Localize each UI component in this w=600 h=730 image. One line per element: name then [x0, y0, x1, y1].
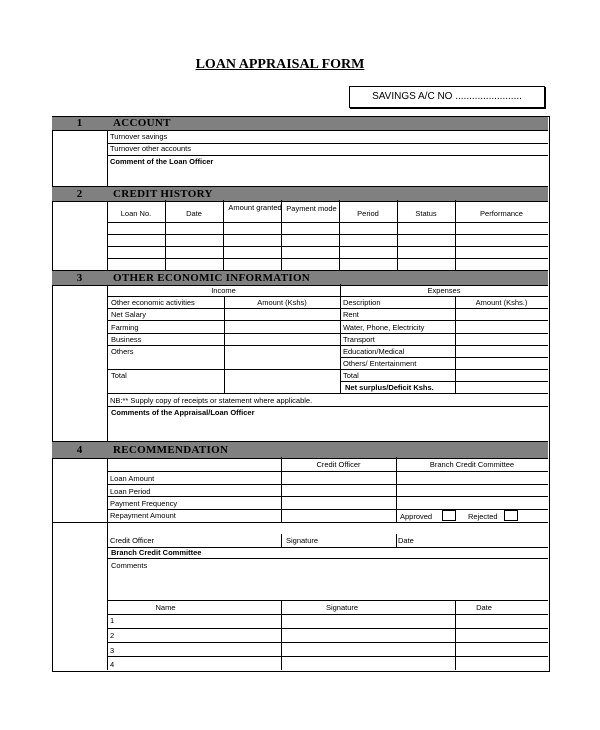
committee-row-number: 2 [110, 631, 115, 640]
col-divider [224, 296, 225, 393]
nb-note: NB:** Supply copy of receipts or statement where applicable. [110, 396, 313, 405]
rejected-checkbox[interactable] [504, 510, 518, 521]
repayment-amount-label: Repayment Amount [110, 511, 176, 520]
col-amount-granted: Amount granted [228, 203, 282, 212]
credit-officer-sign-label: Credit Officer [110, 536, 155, 545]
section-2-number: 2 [76, 188, 83, 200]
row-divider [107, 234, 548, 235]
row-divider [107, 258, 548, 259]
income-row: Others [111, 347, 134, 356]
comments-label: Comments [111, 561, 148, 570]
col-date: Date [186, 209, 202, 218]
income-row: Net Salary [111, 310, 147, 319]
other-activities-header: Other economic activities [111, 298, 195, 307]
branch-committee-col-header: Branch Credit Committee [429, 460, 515, 469]
col-period: Period [357, 209, 379, 218]
section-2-header [52, 186, 548, 202]
row-divider [340, 357, 548, 358]
col-status: Status [415, 209, 437, 218]
name-col-header: Name [155, 603, 176, 612]
col-payment-mode: Payment mode [286, 204, 337, 213]
row-divider [107, 246, 548, 247]
col-performance: Performance [480, 209, 523, 218]
appraisal-comment-label: Comments of the Appraisal/Loan Officer [111, 408, 255, 417]
col-divider [281, 534, 282, 547]
col-divider [396, 457, 397, 522]
col-divider [455, 600, 456, 670]
credit-officer-col-header: Credit Officer [316, 460, 361, 469]
expense-row: Transport [343, 335, 375, 344]
row-divider [107, 471, 548, 472]
col-divider [397, 200, 398, 270]
income-total-label: Total [111, 371, 127, 380]
date-label: Date [398, 536, 414, 545]
col-divider [281, 200, 282, 270]
signature-label: Signature [286, 536, 319, 545]
branch-committee-label: Branch Credit Committee [111, 548, 202, 557]
row-divider [340, 381, 548, 382]
row-divider [107, 296, 548, 297]
row-divider [107, 496, 548, 497]
row-divider [107, 628, 548, 629]
income-amount-header: Amount (Kshs) [257, 298, 307, 307]
section-2-title: CREDIT HISTORY [113, 188, 213, 200]
row-divider [107, 369, 548, 370]
section-3-header [52, 270, 548, 286]
col-divider [339, 200, 340, 270]
row-divider [52, 522, 548, 523]
section-4-title: RECOMMENDATION [113, 444, 229, 456]
row-divider [107, 509, 548, 510]
income-row: Farming [111, 323, 139, 332]
row-divider [107, 558, 548, 559]
description-header: Description [343, 298, 381, 307]
row-divider [107, 222, 548, 223]
section-1-number: 1 [76, 117, 83, 129]
col-divider [223, 200, 224, 270]
savings-account-field[interactable]: SAVINGS A/C NO ........................ [349, 86, 545, 108]
section-1-title: ACCOUNT [113, 117, 171, 129]
col-divider [281, 457, 282, 522]
committee-row-number: 1 [110, 616, 115, 625]
row-divider [107, 393, 548, 394]
row-divider [107, 155, 548, 156]
income-label: Income [211, 286, 236, 295]
page-title: LOAN APPRAISAL FORM [195, 57, 365, 72]
col-divider [455, 296, 456, 393]
rejected-label: Rejected [468, 512, 498, 521]
row-divider [107, 642, 548, 643]
section-1-header [52, 116, 548, 131]
date-col-header: Date [476, 603, 492, 612]
section-4-header [52, 441, 548, 459]
expense-row: Rent [343, 310, 359, 319]
expense-row: Water, Phone, Electricity [343, 323, 425, 332]
col-divider [340, 284, 341, 393]
loan-period-label: Loan Period [110, 487, 151, 496]
col-divider [396, 534, 397, 547]
income-row: Business [111, 335, 142, 344]
signature-col-header: Signature [325, 603, 359, 612]
turnover-savings-label: Turnover savings [110, 132, 168, 141]
col-divider [455, 200, 456, 270]
row-divider [107, 320, 548, 321]
payment-frequency-label: Payment Frequency [110, 499, 178, 508]
row-divider [107, 656, 548, 657]
row-divider [107, 333, 548, 334]
row-divider [107, 614, 548, 615]
row-divider [107, 406, 548, 407]
row-divider [107, 484, 548, 485]
row-divider [107, 308, 548, 309]
expense-total-label: Total [343, 371, 359, 380]
section-3-title: OTHER ECONOMIC INFORMATION [113, 272, 311, 284]
approved-label: Approved [400, 512, 433, 521]
row-divider [107, 600, 548, 601]
section-4-number: 4 [76, 444, 83, 456]
expense-row: Education/Medical [343, 347, 405, 356]
committee-row-number: 3 [110, 646, 115, 655]
approved-checkbox[interactable] [442, 510, 456, 521]
expense-row: Others/ Entertainment [343, 359, 417, 368]
committee-row-number: 4 [110, 660, 115, 669]
expenses-label: Expenses [427, 286, 461, 295]
col-loan-no: Loan No. [120, 209, 152, 218]
section-3-number: 3 [76, 272, 83, 284]
expense-amount-header: Amount (Kshs.) [475, 298, 528, 307]
net-surplus-label: Net surplus/Deficit Kshs. [345, 383, 434, 392]
loan-officer-comment-label: Comment of the Loan Officer [110, 157, 214, 166]
loan-amount-label: Loan Amount [110, 474, 155, 483]
row-divider [107, 345, 548, 346]
turnover-other-label: Turnover other accounts [110, 144, 192, 153]
col-divider [281, 600, 282, 670]
col-divider [165, 200, 166, 270]
